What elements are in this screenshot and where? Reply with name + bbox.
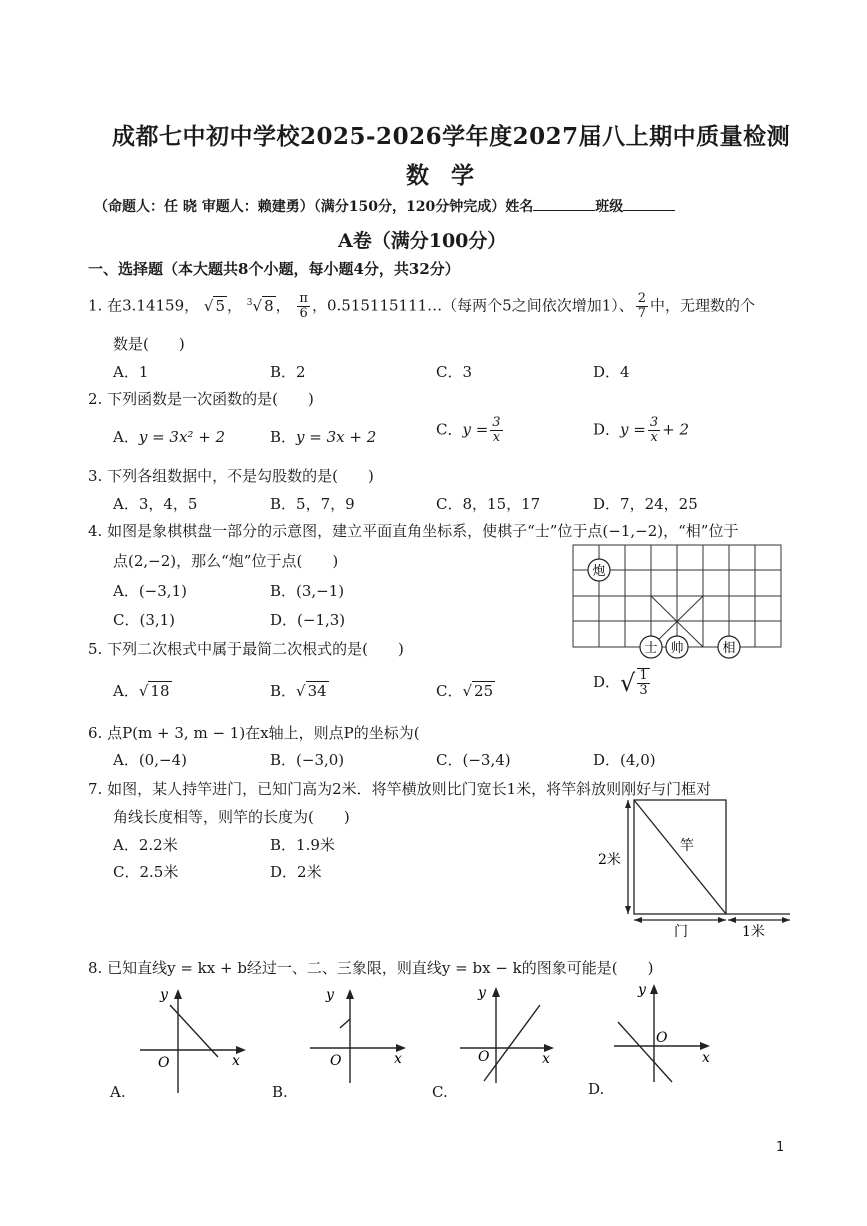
q8-graph-c xyxy=(456,983,564,1087)
q7-option-b: B．1.9米 xyxy=(270,836,335,854)
svg-text:x: x xyxy=(394,1051,402,1067)
q3-text: 下列各组数据中，不是勾股数的是( ) xyxy=(107,467,374,485)
question-3 xyxy=(88,465,374,486)
question-5 xyxy=(88,638,404,659)
q4-number: 4. xyxy=(88,522,103,540)
q8-option-d: D. xyxy=(588,1080,605,1098)
svg-text:x: x xyxy=(232,1053,240,1069)
q2-option-d: D．y = $\frac{3}{x}$ + 2 xyxy=(593,415,690,445)
q4-option-d: D．(−1,3) xyxy=(270,611,346,629)
chessboard-figure xyxy=(570,542,785,662)
q4-option-a: A．(−3,1) xyxy=(113,582,187,600)
q1-line2: 数是( ) xyxy=(113,335,185,353)
q1-option-c: C．3 xyxy=(436,363,473,381)
q4-line1: 如图是象棋棋盘一部分的示意图，建立平面直角坐标系，使棋子“士”位于点(−1,−2)，“相”位于 xyxy=(107,522,739,540)
q8-option-a: A. xyxy=(110,1083,126,1101)
door-height-label: 2米 xyxy=(598,852,621,868)
q1-option-a: A．1 xyxy=(113,363,149,381)
q5-option-c: C．√ 25 xyxy=(436,682,494,700)
piece-shi xyxy=(640,636,662,658)
q4-option-b: B．(3,−1) xyxy=(270,582,345,600)
q5-text: 下列二次根式中属于最简二次根式的是( ) xyxy=(107,640,404,658)
q2-option-b: B．y = 3x + 2 xyxy=(270,428,377,446)
q5-option-a: A．√ 18 xyxy=(113,682,170,700)
door-figure xyxy=(594,792,804,942)
svg-text:x: x xyxy=(542,1051,550,1067)
q7-number: 7. xyxy=(88,780,103,798)
q2-option-c: C．y = $\frac{3}{x}$ xyxy=(436,415,501,445)
part1-heading: 一、选择题（本大题共8个小题，每小题4分，共32分） xyxy=(88,260,460,278)
q8-text: 已知直线y = kx + b经过一、二、三象限，则直线y = bx − k的图象可能是( ) xyxy=(107,959,654,977)
q7-option-d: D．2米 xyxy=(270,863,322,881)
exam-title: 成都七中初中学校2025-2026学年度2027届八上期中质量检测 xyxy=(112,123,791,150)
q6-option-c: C．(−3,4) xyxy=(436,751,511,769)
q2-text: 下列函数是一次函数的是( ) xyxy=(107,390,314,408)
svg-text:x: x xyxy=(702,1050,710,1066)
q8-graph-b xyxy=(304,985,414,1085)
q1-option-d: D．4 xyxy=(593,363,630,381)
subject-title: 数学 xyxy=(406,162,496,189)
svg-text:y: y xyxy=(326,987,334,1003)
svg-text:y: y xyxy=(160,987,168,1003)
q6-number: 6. xyxy=(88,724,103,742)
q1-number: 1. xyxy=(88,296,103,315)
page-number: 1 xyxy=(776,1140,785,1155)
q7-line1: 如图，某人持竿进门，已知门高为2米．将竿横放则比门宽长1米，将竿斜放则刚好与门框对 xyxy=(107,780,712,798)
pi-over-6: $\frac{\pi}{6}$ xyxy=(299,291,308,321)
question-2 xyxy=(88,388,314,409)
question-4 xyxy=(88,520,738,541)
svg-text:y: y xyxy=(478,985,486,1001)
q6-text: 点P(m + 3, m − 1)在x轴上，则点P的坐标为( xyxy=(107,724,420,742)
svg-text:O: O xyxy=(478,1049,490,1065)
svg-text:O: O xyxy=(330,1053,342,1069)
svg-text:O: O xyxy=(656,1030,668,1046)
question-1: 1. 在3.14159， √ 5 ， $^3$√ 8 ， $\frac{\pi}{6}$ ，0.515115111…（每两个5之间依次增加1）、 $\frac{2}{7}$ 中，无理数的个 xyxy=(88,291,756,321)
q5-option-b: B．√ 34 xyxy=(270,682,327,700)
svg-text:相: 相 xyxy=(722,641,736,656)
section-a-title: A卷（满分100分） xyxy=(338,230,507,252)
q5-option-d: D．√ $\frac{1}{3}$ xyxy=(593,668,648,698)
svg-text:O: O xyxy=(158,1055,170,1071)
q8-option-b: B. xyxy=(272,1083,288,1101)
q3-option-b: B．5，7，9 xyxy=(270,495,355,513)
q6-option-d: D．(4,0) xyxy=(593,751,656,769)
two-sevenths: $\frac{2}{7}$ xyxy=(637,291,647,321)
svg-text:炮: 炮 xyxy=(592,564,606,579)
question-6 xyxy=(88,722,420,743)
q8-number: 8. xyxy=(88,959,103,977)
q4-option-c: C．(3,1) xyxy=(113,611,176,629)
q8-option-c: C. xyxy=(432,1083,448,1101)
class-label: 班级 xyxy=(595,199,624,215)
exam-info-text: （命题人：任 晓 审题人：赖建勇）（满分150分，120分钟完成）姓名 xyxy=(94,199,534,215)
piece-pao xyxy=(588,559,610,581)
svg-text:帅: 帅 xyxy=(670,641,684,656)
q8-graph-a xyxy=(132,985,252,1097)
q2-number: 2. xyxy=(88,390,103,408)
q1-pre: 在3.14159， xyxy=(107,296,200,315)
q1-mid: ，0.515115111…（每两个5之间依次增加1）、 xyxy=(311,296,634,315)
q3-option-c: C．8，15，17 xyxy=(436,495,541,513)
svg-text:士: 士 xyxy=(644,641,658,656)
cbrt8: $^3$√ 8 xyxy=(246,296,274,315)
q1-option-b: B．2 xyxy=(270,363,306,381)
q2-option-a: A．y = 3x² + 2 xyxy=(113,428,226,446)
sqrt5: √ 5 xyxy=(203,296,226,315)
exam-info xyxy=(94,196,675,216)
q5-number: 5. xyxy=(88,640,103,658)
q3-option-a: A．3，4，5 xyxy=(113,495,198,513)
q7-option-c: C．2.5米 xyxy=(113,863,179,881)
svg-text:y: y xyxy=(638,982,646,998)
piece-xiang xyxy=(718,636,740,658)
extra-length-label: 1米 xyxy=(742,924,765,940)
q7-line2: 角线长度相等，则竿的长度为( ) xyxy=(113,808,350,826)
door-label: 门 xyxy=(674,924,688,940)
pole-label: 竿 xyxy=(680,838,694,854)
question-8 xyxy=(88,957,653,978)
q3-option-d: D．7，24，25 xyxy=(593,495,698,513)
q1-post: 中，无理数的个 xyxy=(650,296,756,315)
q6-option-a: A．(0,−4) xyxy=(113,751,187,769)
q6-option-b: B．(−3,0) xyxy=(270,751,345,769)
piece-shuai xyxy=(666,636,688,658)
q3-number: 3. xyxy=(88,467,103,485)
q8-graph-d xyxy=(610,980,718,1086)
q7-option-a: A．2.2米 xyxy=(113,836,178,854)
q4-line2: 点(2,−2)，那么“炮”位于点( ) xyxy=(113,552,339,570)
